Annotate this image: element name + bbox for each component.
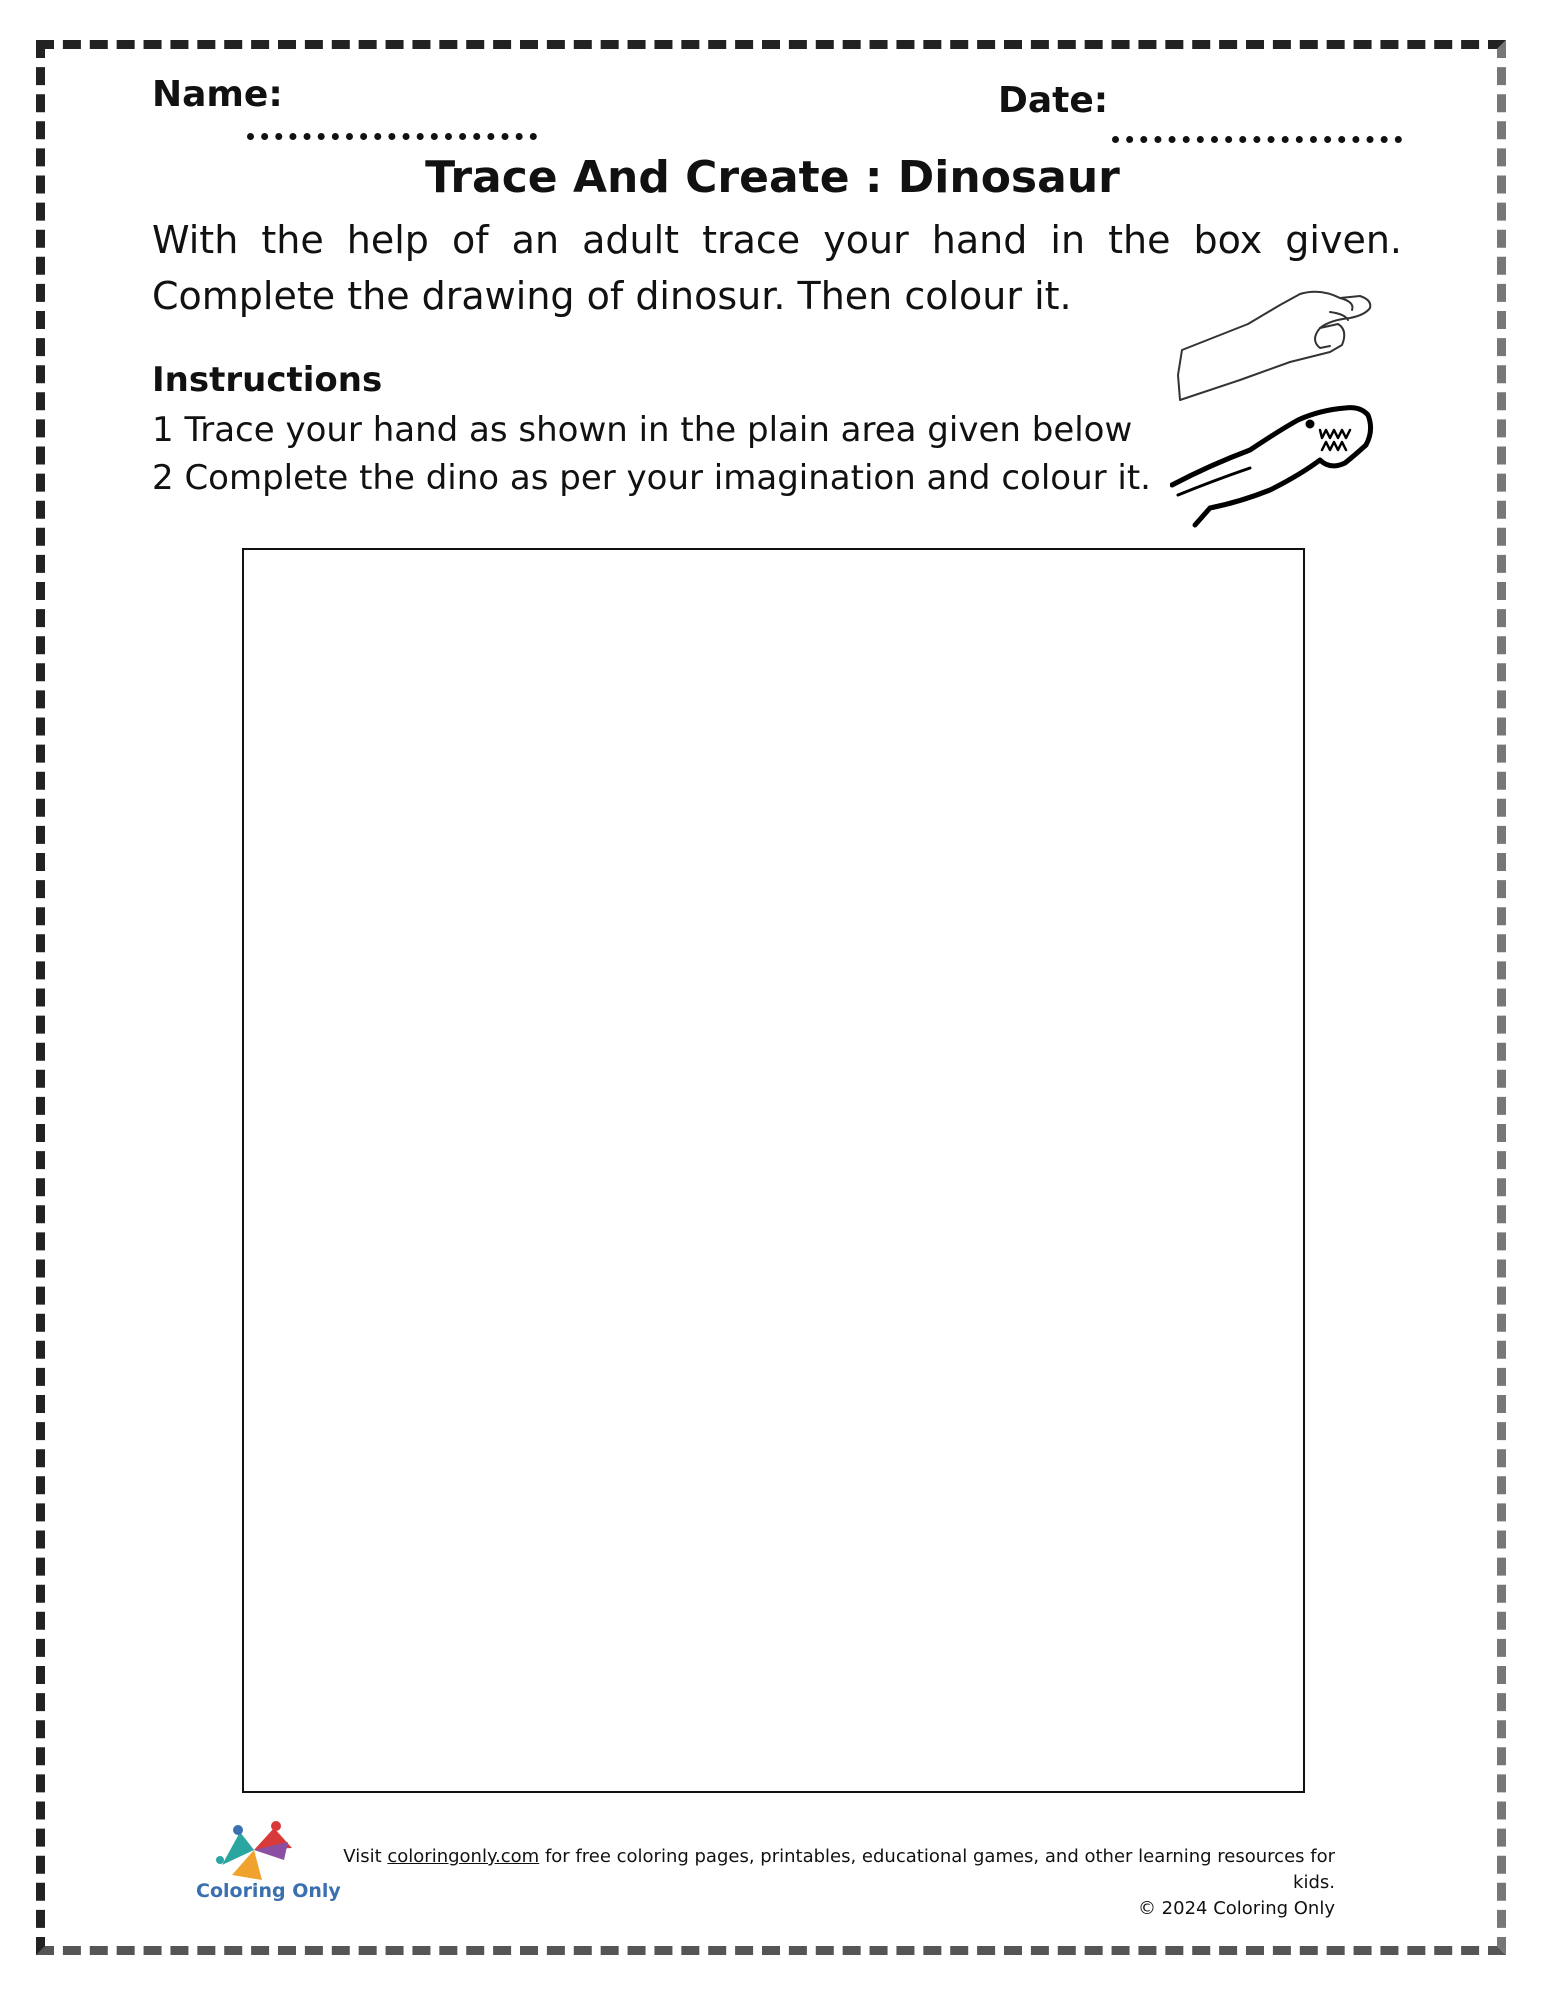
traced-hand-icon — [1170, 280, 1388, 535]
instruction-item: 1 Trace your hand as shown in the plain area given below — [152, 410, 1133, 450]
instruction-item: 2 Complete the dino as per your imagination and colour it. — [152, 458, 1151, 498]
instructions-list — [152, 406, 1151, 502]
page-title: Trace And Create : Dinosaur — [425, 152, 1120, 203]
name-label: Name: — [152, 74, 283, 115]
footer-line-1 — [330, 1844, 1335, 1896]
footer — [330, 1844, 1335, 1922]
name-line[interactable] — [247, 133, 537, 140]
example-illustrations — [1170, 280, 1388, 535]
date-label: Date: — [998, 80, 1109, 121]
footer-visit: Visit — [343, 1846, 388, 1867]
intro-line-2: Complete the drawing of dinosur. Then colour it. — [152, 274, 1072, 318]
date-line[interactable] — [1112, 136, 1402, 143]
tracing-area[interactable] — [242, 548, 1305, 1793]
website-link[interactable]: coloringonly.com — [387, 1846, 540, 1867]
footer-description: for free coloring pages, printables, educational games, and other learning resources for kids. — [539, 1846, 1335, 1893]
instructions-heading: Instructions — [152, 360, 383, 400]
copyright-text: © 2024 Coloring Only — [1137, 1898, 1335, 1919]
logo-text: Coloring Only — [196, 1880, 341, 1902]
intro-line-1: With the help of an adult trace your hand in the box given. — [152, 218, 1402, 262]
